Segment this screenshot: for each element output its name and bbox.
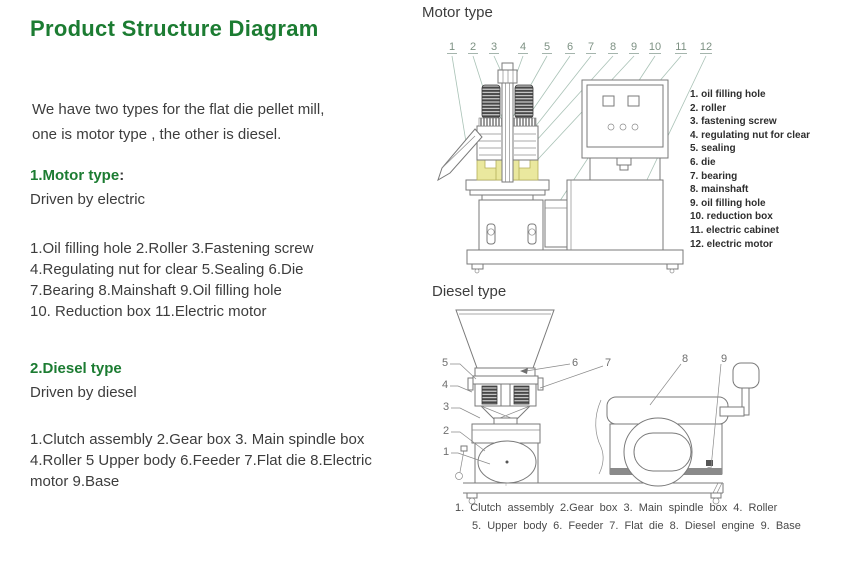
callout-9: 9 [720,353,728,365]
gear-box [472,424,540,443]
legend-item: 1. oil filling hole [690,89,766,100]
fastening-collar-right [513,118,536,126]
diesel-section-heading: 2.Diesel type [30,360,122,377]
callout-1: 1 [448,41,456,53]
diesel-parts-line: 4.Roller 5 Upper body 6.Feeder 7.Flat die 8.Electric [30,452,372,469]
diesel-parts-line: 1.Clutch assembly 2.Gear box 3. Main spindle box [30,431,365,448]
diesel-engine [596,363,759,486]
motor-parts-line: 4.Regulating nut for clear 5.Sealing 6.Die [30,261,304,278]
callout-2: 2 [469,41,477,53]
fastening-collar-left [479,118,502,126]
diesel-driven-text: Driven by diesel [30,384,137,401]
callout-8: 8 [609,41,617,53]
motor-callout-numbers [447,41,712,54]
callout-8: 8 [681,353,689,365]
callout-6: 6 [571,357,579,369]
intro-line-2: one is motor type , the other is diesel. [32,126,282,143]
roller-left [482,85,500,118]
callout-1: 1 [442,446,450,458]
callout-3: 3 [442,401,450,413]
legend-item: 10. reduction box [690,211,773,223]
motor-parts-line: 10. Reduction box 11.Electric motor [30,303,267,320]
intro-paragraph [32,97,324,147]
legend-item: 12. electric motor [690,238,773,250]
spindle [501,384,510,408]
electric-cabinet [582,80,668,180]
motor-housing-and-reduction-box [545,180,663,250]
legend-item: 6. die [690,156,716,168]
upper-body-band [473,376,538,384]
motor-driven-text: Driven by electric [30,191,146,208]
legend-item: 8. mainshaft [690,184,749,196]
callout-7: 7 [587,41,595,53]
callout-5: 5 [543,41,551,53]
top-nut [498,70,517,83]
page-title: Product Structure Diagram [30,16,319,41]
engine-break-line [596,400,603,474]
callout-4: 4 [441,379,449,391]
oil-filling-cap [502,63,513,70]
legend-item: 11. electric cabinet [690,224,779,236]
legend-item: 4. regulating nut for clear [690,129,811,141]
motor-legend [690,88,810,251]
callout-10: 10 [648,41,662,53]
diesel-caption-line-2: 5. Upper body 6. Feeder 7. Flat die 8. Diesel engine 9. Base [472,520,801,532]
diesel-caption-line-1: 1. Clutch assembly 2.Gear box 3. Main spindle box 4. Roller [455,502,778,514]
callout-7: 7 [604,357,612,369]
legend-item: 2. roller [690,102,727,114]
motor-base [467,250,683,273]
callout-9: 9 [630,41,638,53]
roller-left [482,386,497,404]
intro-line-1: We have two types for the flat die pellet mill, [32,101,325,118]
roller-right [515,85,533,118]
discharge-chute [438,129,482,180]
motor-diagram-title: Motor type [422,4,493,21]
roller-right [514,386,529,404]
flywheel-hub [634,433,691,471]
callout-4: 4 [519,41,527,53]
diesel-diagram-title: Diesel type [432,283,507,300]
motor-heading-colon: : [119,167,125,184]
callout-11: 11 [675,41,687,53]
legend-item: 5. sealing [690,143,736,155]
motor-parts-line: 7.Bearing 8.Mainshaft 9.Oil filling hole [30,282,282,299]
air-cleaner [733,363,759,388]
callout-12: 12 [699,41,713,53]
pellet-mill-head [438,63,549,250]
motor-section-heading: 1.Motor type: [30,167,125,184]
callout-5: 5 [441,357,449,369]
diesel-parts-line: motor 9.Base [30,473,120,490]
feeder-hopper [456,310,554,368]
legend-item: 7. bearing [690,170,738,182]
legend-item: 3. fastening screw [690,116,777,128]
pipe-elbow [720,407,744,416]
mainshaft [502,83,513,182]
motor-parts-list [30,238,313,322]
callout-6: 6 [566,41,574,53]
callout-2: 2 [442,425,450,437]
diesel-parts-list [30,429,372,492]
diesel-caption [455,499,801,535]
callout-3: 3 [490,41,498,53]
legend-item: 9. oil filling hole [690,197,766,209]
motor-parts-line: 1.Oil filling hole 2.Roller 3.Fastening screw [30,240,314,257]
diesel-type-diagram [430,300,850,510]
